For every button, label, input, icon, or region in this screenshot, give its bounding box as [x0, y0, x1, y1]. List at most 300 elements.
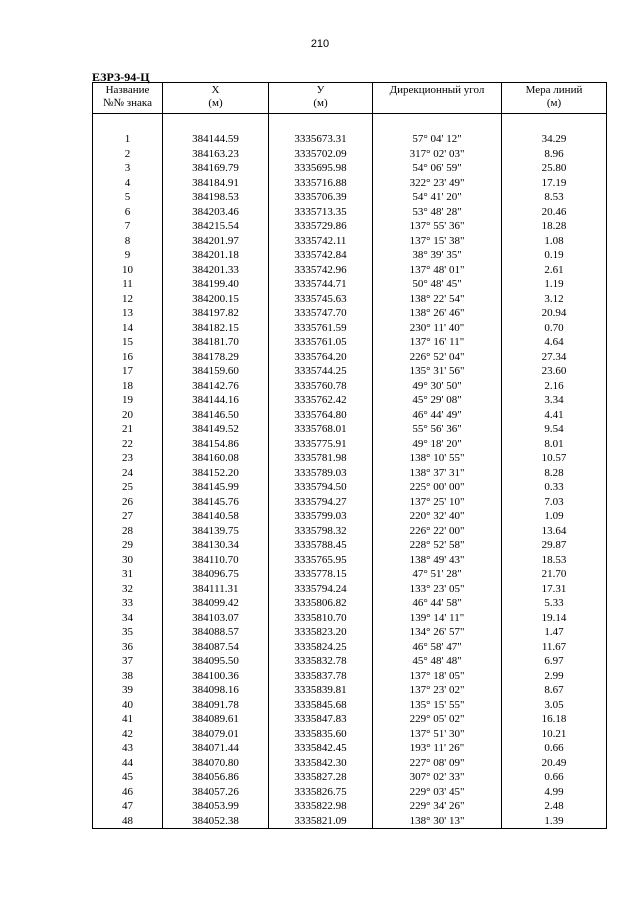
- cell-x: 384160.08: [163, 451, 269, 466]
- cell-y: 3335798.32: [269, 524, 373, 539]
- cell-point-number: 37: [93, 654, 163, 669]
- header-y: [269, 83, 373, 114]
- cell-line-length: 34.29: [502, 132, 607, 147]
- table-row: [93, 234, 607, 249]
- cell-y: 3335794.24: [269, 582, 373, 597]
- header-length-line2: (м): [546, 97, 562, 109]
- cell-direction-angle: 46° 44' 58": [373, 596, 502, 611]
- cell-point-number: 14: [93, 321, 163, 336]
- cell-x: 384053.99: [163, 799, 269, 814]
- table-row: [93, 712, 607, 727]
- cell-point-number: 45: [93, 770, 163, 785]
- cell-point-number: 7: [93, 219, 163, 234]
- cell-direction-angle: 137° 55' 36": [373, 219, 502, 234]
- cell-line-length: 17.19: [502, 176, 607, 191]
- cell-direction-angle: 137° 48' 01": [373, 263, 502, 278]
- cell-direction-angle: 45° 48' 48": [373, 654, 502, 669]
- table-row: [93, 248, 607, 263]
- cell-line-length: 8.28: [502, 466, 607, 481]
- cell-direction-angle: 137° 25' 10": [373, 495, 502, 510]
- coordinates-table: [92, 82, 607, 829]
- cell-x: 384200.15: [163, 292, 269, 307]
- table-row: [93, 277, 607, 292]
- cell-point-number: 11: [93, 277, 163, 292]
- cell-y: 3335747.70: [269, 306, 373, 321]
- cell-x: 384203.46: [163, 205, 269, 220]
- cell-line-length: 2.48: [502, 799, 607, 814]
- cell-x: 384130.34: [163, 538, 269, 553]
- table-row: [93, 161, 607, 176]
- cell-line-length: 19.14: [502, 611, 607, 626]
- table-row: [93, 147, 607, 162]
- cell-x: 384056.86: [163, 770, 269, 785]
- table-row: [93, 683, 607, 698]
- cell-x: 384201.18: [163, 248, 269, 263]
- cell-y: 3335729.86: [269, 219, 373, 234]
- cell-point-number: 33: [93, 596, 163, 611]
- cell-y: 3335745.63: [269, 292, 373, 307]
- cell-x: 384184.91: [163, 176, 269, 191]
- table-row: [93, 727, 607, 742]
- table-row: [93, 495, 607, 510]
- cell-y: 3335827.28: [269, 770, 373, 785]
- header-x-line2: (м): [208, 97, 223, 109]
- cell-direction-angle: 137° 51' 30": [373, 727, 502, 742]
- cell-y: 3335775.91: [269, 437, 373, 452]
- cell-point-number: 41: [93, 712, 163, 727]
- cell-line-length: 8.01: [502, 437, 607, 452]
- cell-x: 384149.52: [163, 422, 269, 437]
- table-row: [93, 335, 607, 350]
- cell-direction-angle: 133° 23' 05": [373, 582, 502, 597]
- cell-point-number: 35: [93, 625, 163, 640]
- cell-x: 384169.79: [163, 161, 269, 176]
- cell-line-length: 2.61: [502, 263, 607, 278]
- table-row: [93, 741, 607, 756]
- cell-line-length: 29.87: [502, 538, 607, 553]
- table-row: [93, 408, 607, 423]
- cell-point-number: 9: [93, 248, 163, 263]
- cell-point-number: 25: [93, 480, 163, 495]
- cell-direction-angle: 227° 08' 09": [373, 756, 502, 771]
- table-row: [93, 393, 607, 408]
- cell-direction-angle: 228° 52' 58": [373, 538, 502, 553]
- cell-line-length: 20.94: [502, 306, 607, 321]
- header-x-line1: Х: [211, 84, 220, 96]
- cell-line-length: 9.54: [502, 422, 607, 437]
- cell-y: 3335713.35: [269, 205, 373, 220]
- cell-y: 3335847.83: [269, 712, 373, 727]
- table-row: [93, 669, 607, 684]
- table-row: [93, 596, 607, 611]
- cell-y: 3335794.50: [269, 480, 373, 495]
- cell-y: 3335778.15: [269, 567, 373, 582]
- cell-direction-angle: 137° 15' 38": [373, 234, 502, 249]
- cell-y: 3335760.78: [269, 379, 373, 394]
- cell-direction-angle: 137° 23' 02": [373, 683, 502, 698]
- cell-line-length: 5.33: [502, 596, 607, 611]
- cell-line-length: 1.08: [502, 234, 607, 249]
- cell-point-number: 34: [93, 611, 163, 626]
- table-row: [93, 611, 607, 626]
- cell-x: 384146.50: [163, 408, 269, 423]
- cell-y: 3335835.60: [269, 727, 373, 742]
- table-row: [93, 219, 607, 234]
- cell-line-length: 3.12: [502, 292, 607, 307]
- cell-line-length: 1.09: [502, 509, 607, 524]
- cell-line-length: 1.19: [502, 277, 607, 292]
- cell-direction-angle: 322° 23' 49": [373, 176, 502, 191]
- cell-y: 3335673.31: [269, 132, 373, 147]
- cell-line-length: 3.05: [502, 698, 607, 713]
- page-number: 210: [310, 38, 330, 50]
- header-length-line1: Мера линий: [525, 84, 583, 96]
- cell-direction-angle: 138° 37' 31": [373, 466, 502, 481]
- cell-x: 384098.16: [163, 683, 269, 698]
- cell-x: 384201.97: [163, 234, 269, 249]
- cell-line-length: 1.39: [502, 814, 607, 829]
- cell-point-number: 6: [93, 205, 163, 220]
- cell-line-length: 18.53: [502, 553, 607, 568]
- cell-x: 384099.42: [163, 596, 269, 611]
- cell-line-length: 27.34: [502, 350, 607, 365]
- cell-x: 384145.76: [163, 495, 269, 510]
- cell-x: 384079.01: [163, 727, 269, 742]
- cell-direction-angle: 57° 04' 12": [373, 132, 502, 147]
- cell-line-length: 3.34: [502, 393, 607, 408]
- cell-x: 384144.59: [163, 132, 269, 147]
- cell-x: 384140.58: [163, 509, 269, 524]
- cell-y: 3335799.03: [269, 509, 373, 524]
- cell-line-length: 11.67: [502, 640, 607, 655]
- cell-direction-angle: 220° 32' 40": [373, 509, 502, 524]
- cell-x: 384052.38: [163, 814, 269, 829]
- table-row: [93, 756, 607, 771]
- cell-point-number: 44: [93, 756, 163, 771]
- header-x: [163, 83, 269, 114]
- cell-point-number: 17: [93, 364, 163, 379]
- cell-point-number: 39: [93, 683, 163, 698]
- cell-line-length: 0.70: [502, 321, 607, 336]
- spacer-row: [93, 114, 607, 133]
- cell-point-number: 18: [93, 379, 163, 394]
- table-row: [93, 350, 607, 365]
- cell-y: 3335765.95: [269, 553, 373, 568]
- cell-direction-angle: 45° 29' 08": [373, 393, 502, 408]
- cell-x: 384145.99: [163, 480, 269, 495]
- cell-y: 3335823.20: [269, 625, 373, 640]
- cell-line-length: 10.57: [502, 451, 607, 466]
- cell-point-number: 4: [93, 176, 163, 191]
- cell-point-number: 40: [93, 698, 163, 713]
- table-row: [93, 176, 607, 191]
- cell-x: 384089.61: [163, 712, 269, 727]
- cell-direction-angle: 138° 49' 43": [373, 553, 502, 568]
- cell-direction-angle: 49° 18' 20": [373, 437, 502, 452]
- cell-x: 384154.86: [163, 437, 269, 452]
- cell-point-number: 48: [93, 814, 163, 829]
- cell-point-number: 42: [93, 727, 163, 742]
- cell-y: 3335764.20: [269, 350, 373, 365]
- cell-line-length: 4.41: [502, 408, 607, 423]
- cell-y: 3335744.71: [269, 277, 373, 292]
- cell-direction-angle: 137° 18' 05": [373, 669, 502, 684]
- cell-line-length: 8.96: [502, 147, 607, 162]
- cell-direction-angle: 317° 02' 03": [373, 147, 502, 162]
- cell-point-number: 13: [93, 306, 163, 321]
- cell-direction-angle: 229° 03' 45": [373, 785, 502, 800]
- cell-direction-angle: 139° 14' 11": [373, 611, 502, 626]
- cell-y: 3335806.82: [269, 596, 373, 611]
- cell-point-number: 2: [93, 147, 163, 162]
- cell-x: 384110.70: [163, 553, 269, 568]
- table-row: [93, 640, 607, 655]
- cell-x: 384096.75: [163, 567, 269, 582]
- header-name-line1: Название: [105, 84, 150, 96]
- cell-y: 3335742.84: [269, 248, 373, 263]
- cell-direction-angle: 226° 52' 04": [373, 350, 502, 365]
- cell-y: 3335695.98: [269, 161, 373, 176]
- cell-point-number: 20: [93, 408, 163, 423]
- table-row: [93, 379, 607, 394]
- cell-x: 384071.44: [163, 741, 269, 756]
- cell-y: 3335821.09: [269, 814, 373, 829]
- table-row: [93, 132, 607, 147]
- cell-y: 3335744.25: [269, 364, 373, 379]
- cell-direction-angle: 54° 41' 20": [373, 190, 502, 205]
- cell-y: 3335761.05: [269, 335, 373, 350]
- header-y-line1: У: [316, 84, 325, 96]
- cell-line-length: 10.21: [502, 727, 607, 742]
- cell-point-number: 47: [93, 799, 163, 814]
- table-row: [93, 785, 607, 800]
- cell-direction-angle: 193° 11' 26": [373, 741, 502, 756]
- cell-direction-angle: 53° 48' 28": [373, 205, 502, 220]
- cell-x: 384199.40: [163, 277, 269, 292]
- cell-direction-angle: 225° 00' 00": [373, 480, 502, 495]
- table-row: [93, 364, 607, 379]
- cell-y: 3335845.68: [269, 698, 373, 713]
- cell-y: 3335762.42: [269, 393, 373, 408]
- table-header: [93, 83, 607, 114]
- table-row: [93, 321, 607, 336]
- table-row: [93, 509, 607, 524]
- cell-line-length: 25.80: [502, 161, 607, 176]
- cell-direction-angle: 229° 34' 26": [373, 799, 502, 814]
- cell-y: 3335810.70: [269, 611, 373, 626]
- cell-line-length: 20.46: [502, 205, 607, 220]
- cell-point-number: 15: [93, 335, 163, 350]
- cell-y: 3335742.96: [269, 263, 373, 278]
- cell-y: 3335789.03: [269, 466, 373, 481]
- cell-direction-angle: 49° 30' 50": [373, 379, 502, 394]
- cell-y: 3335764.80: [269, 408, 373, 423]
- cell-line-length: 4.99: [502, 785, 607, 800]
- cell-point-number: 10: [93, 263, 163, 278]
- table-row: [93, 292, 607, 307]
- cell-direction-angle: 307° 02' 33": [373, 770, 502, 785]
- table-row: [93, 466, 607, 481]
- cell-direction-angle: 137° 16' 11": [373, 335, 502, 350]
- table-body: [93, 114, 607, 829]
- table-row: [93, 190, 607, 205]
- header-name: [93, 83, 163, 114]
- cell-y: 3335832.78: [269, 654, 373, 669]
- cell-x: 384181.70: [163, 335, 269, 350]
- cell-line-length: 1.47: [502, 625, 607, 640]
- cell-y: 3335706.39: [269, 190, 373, 205]
- header-length: [502, 83, 607, 114]
- table-row: [93, 437, 607, 452]
- cell-direction-angle: 135° 31' 56": [373, 364, 502, 379]
- cell-point-number: 32: [93, 582, 163, 597]
- cell-point-number: 29: [93, 538, 163, 553]
- cell-line-length: 16.18: [502, 712, 607, 727]
- cell-line-length: 7.03: [502, 495, 607, 510]
- cell-x: 384057.26: [163, 785, 269, 800]
- table-row: [93, 480, 607, 495]
- table-row: [93, 582, 607, 597]
- cell-x: 384215.54: [163, 219, 269, 234]
- cell-direction-angle: 138° 26' 46": [373, 306, 502, 321]
- cell-x: 384103.07: [163, 611, 269, 626]
- cell-line-length: 8.53: [502, 190, 607, 205]
- document-title: ЕЗРЗ-94-Ц: [92, 70, 150, 84]
- table-row: [93, 553, 607, 568]
- cell-point-number: 30: [93, 553, 163, 568]
- cell-line-length: 0.66: [502, 741, 607, 756]
- header-angle: [373, 83, 502, 114]
- cell-y: 3335837.78: [269, 669, 373, 684]
- cell-y: 3335839.81: [269, 683, 373, 698]
- cell-line-length: 20.49: [502, 756, 607, 771]
- cell-point-number: 24: [93, 466, 163, 481]
- cell-x: 384070.80: [163, 756, 269, 771]
- cell-line-length: 18.28: [502, 219, 607, 234]
- cell-direction-angle: 138° 30' 13": [373, 814, 502, 829]
- cell-point-number: 38: [93, 669, 163, 684]
- cell-direction-angle: 230° 11' 40": [373, 321, 502, 336]
- cell-y: 3335842.45: [269, 741, 373, 756]
- cell-y: 3335716.88: [269, 176, 373, 191]
- table-row: [93, 814, 607, 829]
- cell-x: 384139.75: [163, 524, 269, 539]
- cell-direction-angle: 135° 15' 55": [373, 698, 502, 713]
- cell-direction-angle: 50° 48' 45": [373, 277, 502, 292]
- cell-y: 3335768.01: [269, 422, 373, 437]
- table-row: [93, 538, 607, 553]
- cell-x: 384197.82: [163, 306, 269, 321]
- cell-line-length: 0.19: [502, 248, 607, 263]
- header-name-line2: №№ знака: [103, 97, 152, 109]
- cell-direction-angle: 47° 51' 28": [373, 567, 502, 582]
- cell-direction-angle: 55° 56' 36": [373, 422, 502, 437]
- table-row: [93, 770, 607, 785]
- cell-line-length: 0.66: [502, 770, 607, 785]
- cell-point-number: 27: [93, 509, 163, 524]
- cell-x: 384100.36: [163, 669, 269, 684]
- cell-point-number: 43: [93, 741, 163, 756]
- cell-line-length: 6.97: [502, 654, 607, 669]
- cell-line-length: 2.16: [502, 379, 607, 394]
- cell-point-number: 3: [93, 161, 163, 176]
- cell-point-number: 46: [93, 785, 163, 800]
- cell-x: 384163.23: [163, 147, 269, 162]
- cell-y: 3335794.27: [269, 495, 373, 510]
- cell-x: 384144.16: [163, 393, 269, 408]
- cell-x: 384087.54: [163, 640, 269, 655]
- cell-point-number: 26: [93, 495, 163, 510]
- table-row: [93, 567, 607, 582]
- header-y-line2: (м): [313, 97, 328, 109]
- cell-direction-angle: 38° 39' 35": [373, 248, 502, 263]
- cell-point-number: 19: [93, 393, 163, 408]
- cell-x: 384091.78: [163, 698, 269, 713]
- cell-line-length: 13.64: [502, 524, 607, 539]
- cell-x: 384088.57: [163, 625, 269, 640]
- cell-y: 3335702.09: [269, 147, 373, 162]
- table-row: [93, 799, 607, 814]
- cell-x: 384198.53: [163, 190, 269, 205]
- cell-direction-angle: 229° 05' 02": [373, 712, 502, 727]
- table-row: [93, 625, 607, 640]
- cell-y: 3335842.30: [269, 756, 373, 771]
- cell-line-length: 8.67: [502, 683, 607, 698]
- table-row: [93, 205, 607, 220]
- cell-point-number: 1: [93, 132, 163, 147]
- cell-y: 3335826.75: [269, 785, 373, 800]
- cell-direction-angle: 138° 10' 55": [373, 451, 502, 466]
- table-row: [93, 698, 607, 713]
- table-row: [93, 524, 607, 539]
- cell-x: 384178.29: [163, 350, 269, 365]
- cell-line-length: 17.31: [502, 582, 607, 597]
- table-row: [93, 451, 607, 466]
- cell-direction-angle: 226° 22' 00": [373, 524, 502, 539]
- cell-y: 3335781.98: [269, 451, 373, 466]
- cell-direction-angle: 46° 58' 47": [373, 640, 502, 655]
- cell-direction-angle: 54° 06' 59": [373, 161, 502, 176]
- cell-point-number: 16: [93, 350, 163, 365]
- cell-x: 384142.76: [163, 379, 269, 394]
- cell-line-length: 2.99: [502, 669, 607, 684]
- header-angle-line1: Дирекционный угол: [389, 84, 485, 96]
- table-row: [93, 422, 607, 437]
- cell-x: 384201.33: [163, 263, 269, 278]
- cell-point-number: 22: [93, 437, 163, 452]
- cell-x: 384152.20: [163, 466, 269, 481]
- cell-line-length: 23.60: [502, 364, 607, 379]
- cell-y: 3335761.59: [269, 321, 373, 336]
- cell-point-number: 12: [93, 292, 163, 307]
- cell-line-length: 0.33: [502, 480, 607, 495]
- table-row: [93, 263, 607, 278]
- cell-y: 3335822.98: [269, 799, 373, 814]
- cell-x: 384182.15: [163, 321, 269, 336]
- cell-direction-angle: 138° 22' 54": [373, 292, 502, 307]
- cell-point-number: 5: [93, 190, 163, 205]
- cell-direction-angle: 46° 44' 49": [373, 408, 502, 423]
- cell-direction-angle: 134° 26' 57": [373, 625, 502, 640]
- cell-point-number: 23: [93, 451, 163, 466]
- cell-y: 3335742.11: [269, 234, 373, 249]
- cell-y: 3335824.25: [269, 640, 373, 655]
- table-row: [93, 306, 607, 321]
- cell-line-length: 4.64: [502, 335, 607, 350]
- cell-point-number: 28: [93, 524, 163, 539]
- cell-point-number: 8: [93, 234, 163, 249]
- cell-x: 384095.50: [163, 654, 269, 669]
